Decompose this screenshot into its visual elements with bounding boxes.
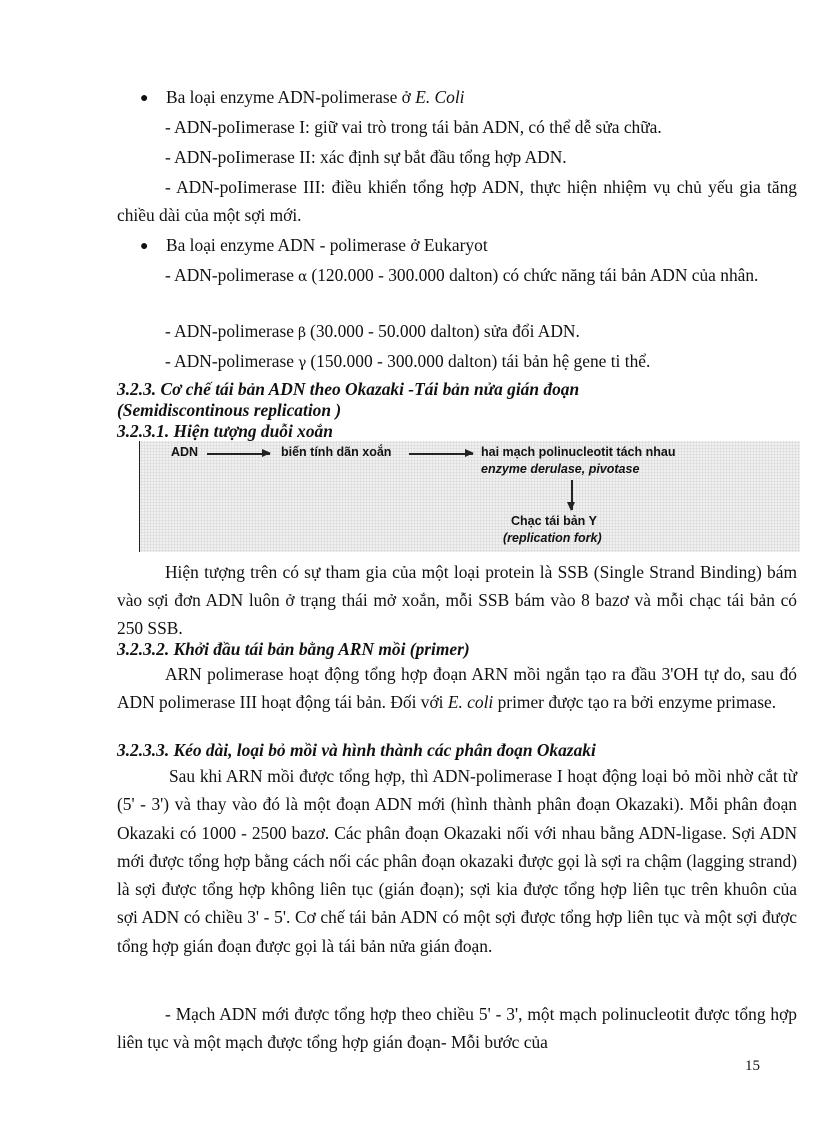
bullet-ecoli-text: Ba loại enzyme ADN-polimerase ở: [166, 87, 416, 107]
diagram-hai-mach: hai mạch polinucleotit tách nhau: [481, 445, 676, 459]
ecoli-italic: E. Coli: [415, 87, 465, 107]
arrow-down-icon: [571, 480, 573, 510]
arrow-right-icon: [409, 453, 473, 455]
para-okazaki: Sau khi ARN mồi được tổng hợp, thì ADN-polimerase I hoạt động loại bỏ mồi nhờ cắt từ (5' - 3') và thay vào đó là một đoạn ADN mới (hình thành phân đoạn Okazaki). Mỗi phân đoạn Okazaki có 1000 - 2500 bazơ. Các phân đoạn Okazaki nối với nhau bằng ADN-ligase. Sợi ADN mới được tổng hợp bằng cách nối các phân đoạn okazaki được gọi là sợi ra chậm (lagging strand) là sợi được tổng hợp không liên tục (gián đoạn); sợi kia được tổng hợp liên tục trên khuôn của sợi ADN có chiều 3' - 5'. Cơ chế tái bản ADN có một sợi được tổng hợp liên tục và một sợi được tổng hợp gián đoạn được gọi là tái bản nửa gián đoạn.: [117, 766, 797, 956]
para-last: - Mạch ADN mới được tổng hợp theo chiều 5' - 3', một mạch polinucleotit được tổng hợp liên tục và một mạch được tổng hợp gián đoạn- Mỗi bước của: [117, 1004, 797, 1052]
ecoli-pol-3: - ADN-poIimerase III: điều khiển tổng hợp ADN, thực hiện nhiệm vụ chủ yếu gia tăng chiều dài của một sợi mới.: [117, 177, 797, 225]
diagram-bien-tinh: biến tính dãn xoắn: [281, 445, 392, 459]
alpha-prefix: - ADN-polimerase: [165, 265, 294, 285]
page-number: 15: [745, 1058, 760, 1074]
beta-symbol: β: [297, 325, 307, 341]
heading-3-2-3-1: 3.2.3.1. Hiện tượng duỗi xoắn: [117, 421, 333, 441]
heading-3-2-3-3: 3.2.3.3. Kéo dài, loại bỏ mồi và hình thành các phân đoạn Okazaki: [117, 740, 596, 760]
diagram-adn: ADN: [171, 445, 199, 459]
arrow-right-icon: [207, 453, 270, 455]
primer-ecoli-italic: E. coli: [447, 692, 494, 712]
bullet-eukaryot-text: Ba loại enzyme ADN - polimerase ở Eukaryot: [166, 235, 488, 255]
euk-pol-gamma: [117, 347, 797, 377]
primer-text-2: primer được tạo ra bởi enzyme primase.: [493, 692, 777, 712]
bullet-dot-icon: ●: [140, 91, 149, 106]
gamma-symbol: γ: [297, 355, 307, 371]
bullet-ecoli: [140, 83, 800, 113]
ecoli-pol-2: - ADN-poIimerase II: xác định sự bắt đầu tổng hợp ADN.: [165, 147, 567, 167]
ecoli-pol-1: - ADN-poIimerase I: giữ vai trò trong tái bản ADN, có thể dễ sửa chữa.: [165, 117, 662, 137]
euk-pol-alpha: [117, 261, 797, 291]
primer-text-1: ARN polimerase hoạt động tổng hợp đoạn ARN mồi ngắn tạo ra đầu 3'OH tự do, sau đó ADN polimerase III hoạt động tái bản. Đối với: [117, 664, 797, 712]
heading-3-2-3-line2: (Semidiscontinous replication ): [117, 400, 342, 420]
heading-3-2-3-2: 3.2.3.2. Khởi đầu tái bản bằng ARN mồi (primer): [117, 639, 470, 659]
para-ssb: Hiện tượng trên có sự tham gia của một loại protein là SSB (Single Strand Binding) bám vào sợi đơn ADN luôn ở trạng thái mở xoắn, mỗi SSB bám vào 8 bazơ và mỗi chạc tái bản có 250 SSB.: [117, 562, 797, 638]
beta-suffix: (30.000 - 50.000 dalton) sửa đổi ADN.: [310, 321, 580, 341]
gamma-suffix: (150.000 - 300.000 dalton) tái bản hệ gene ti thể.: [310, 351, 651, 371]
para-primer: [117, 660, 797, 716]
beta-prefix: - ADN-polimerase: [165, 321, 294, 341]
bullet-eukaryot: [140, 231, 800, 261]
gamma-prefix: - ADN-polimerase: [165, 351, 294, 371]
diagram-fork: (replication fork): [503, 531, 602, 545]
euk-pol-beta: [117, 317, 797, 347]
unwinding-diagram: [139, 441, 800, 552]
diagram-chac: Chạc tái bản Y: [511, 514, 597, 528]
alpha-symbol: α: [297, 269, 308, 285]
alpha-suffix: (120.000 - 300.000 dalton) có chức năng tái bản ADN của nhân.: [311, 265, 759, 285]
heading-3-2-3-line1: 3.2.3. Cơ chế tái bản ADN theo Okazaki -Tái bản nửa gián đoạn: [117, 379, 580, 399]
bullet-dot-icon: ●: [140, 239, 149, 254]
diagram-enzyme: enzyme derulase, pivotase: [481, 462, 640, 476]
